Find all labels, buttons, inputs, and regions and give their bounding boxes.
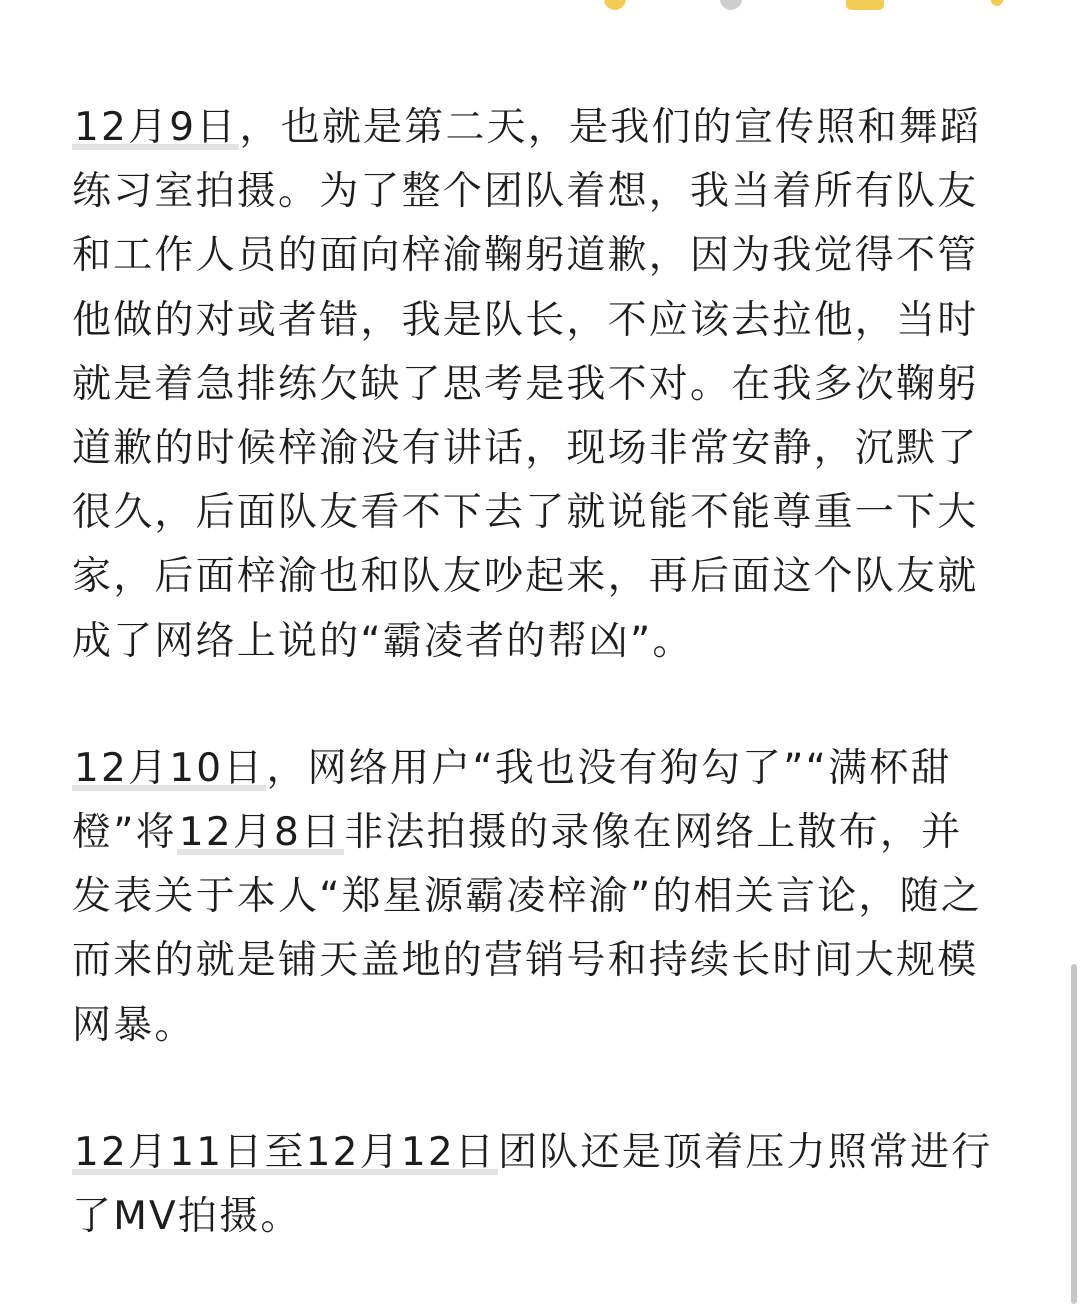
top-cropped-strip [0,0,1080,12]
date-highlight: 12月10日 [74,745,265,791]
paragraph-text: 团队还是顶着压力照常进行了MV拍摄。 [72,1129,993,1240]
paragraph-text: 非法拍摄的录像在网络上散布，并发表关于本人“郑星源霸凌梓渝”的相关言论，随之而来的就是铺天盖地的营销号和持续长时间大规模网暴。 [72,810,983,1048]
gray-icon [720,0,742,10]
paragraph-text: ，也就是第二天，是我们的宣传照和舞蹈练习室拍摄。为了整个团队着想，我当着所有队友和工作人员的面向梓渝鞠躬道歉，因为我觉得不管他做的对或者错，我是队长，不应该去拉他，当时就是着急排练欠缺了思考是我不对。在我多次鞠躬道歉的时候梓渝没有讲话，现场非常安静，沉默了很久，后面队友看不下去了就说能不能尊重一下大家，后面梓渝也和队友吵起来，再后面这个队友就成了网络上说的“霸凌者的帮凶”。 [72,105,982,664]
article-body [72,96,1002,1249]
scrollbar[interactable] [1071,964,1077,1304]
date-highlight: 12月9日 [74,105,238,150]
yellow-icon [604,0,626,10]
date-highlight: 12月11日至12月12日 [74,1129,497,1175]
badge-icon [846,0,884,10]
paragraph-dec-9 [72,96,1002,674]
date-highlight: 12月8日 [178,810,343,856]
yellow-icon [990,0,1004,6]
paragraph-text: ，网络用户“我也没有狗勾了”“满杯甜橙”将 [72,745,952,856]
paragraph-dec-11-12 [72,1121,1002,1249]
paragraph-dec-10 [72,737,1002,1058]
